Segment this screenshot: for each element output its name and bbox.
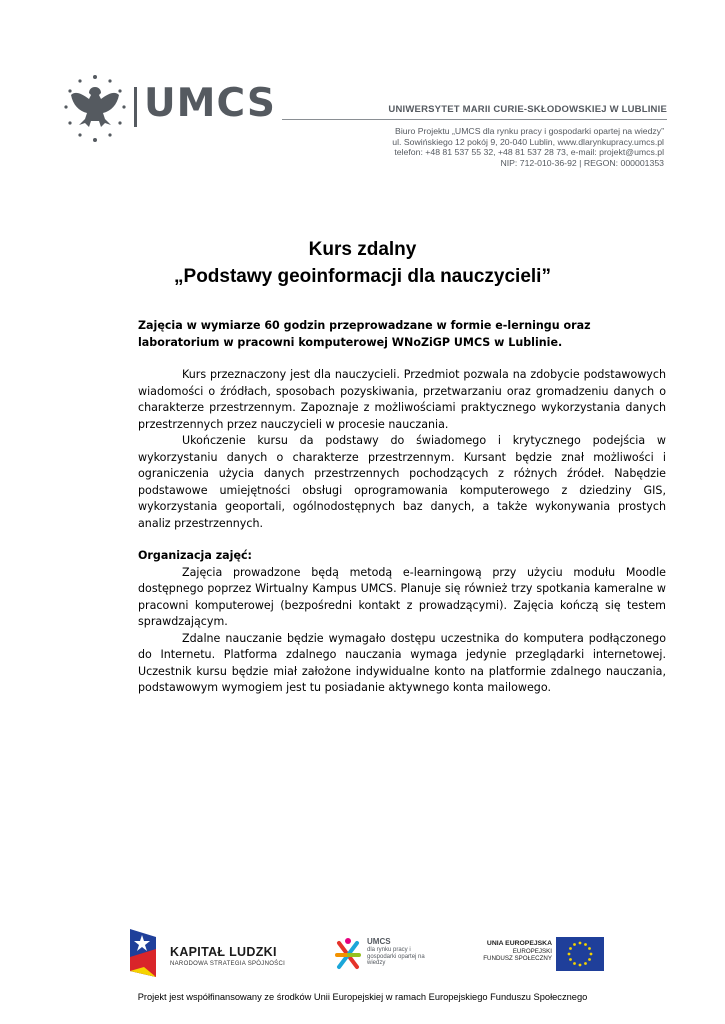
eu-text [478, 940, 552, 963]
document-title [60, 236, 665, 290]
eu-logo [478, 937, 608, 977]
body-paragraph: Zdalne nauczanie będzie wymagało dostępu uczestnika do komputera podłączonego do Internetu. Platforma zdalnego nauczania wymaga jedynie przeglądarki internetowej. Uczestnik kursu będzie miał założone indywidualne konto na platformie zdalnego nauczania, podstawowym wymogiem jest tu posiadanie aktywnego konta mailowego. [138, 631, 666, 694]
title-line-2: „Podstawy geoinformacji dla nauczycieli” [174, 266, 551, 287]
body-paragraph: Ukończenie kursu da podstawy do świadomego i krytycznego podejścia w wykorzystaniu danych o charakterze przestrzennym. Kursant będzie znał możliwości i ograniczenia użycia danych przestrzennych pochodzących z różnych źródeł. Nabędzie podstawowe umiejętności obsługi oprogramowania komputerowego z dziedziny GIS, wykorzystania geoportali, ogólnodostępnych baz danych, a także wykonywania prostych analiz przestrzennych. [138, 434, 666, 530]
umcs-project-subtitle: dla rynku pracy i gospodarki opartej na wiedzy [367, 947, 425, 966]
kl-title: KAPITAŁ LUDZKI [170, 945, 277, 959]
eu-line-3: FUNDUSZ SPOŁECZNY [483, 955, 552, 963]
lead-paragraph: Zajęcia w wymiarze 60 godzin przeprowadzane w formie e-lerningu oraz laboratorium w pracowni komputerowej WNoZiGP UMCS w Lublinie. [138, 319, 591, 349]
office-line: Biuro Projektu „UMCS dla rynku pracy i gospodarki opartej na wiedzy” [395, 126, 664, 136]
office-line: ul. Sowińskiego 12 pokój 9, 20-040 Lublin, www.dlarynkupracy.umcs.pl [392, 136, 664, 147]
office-address [282, 126, 664, 168]
header-rule [282, 119, 667, 120]
university-name: UNIWERSYTET MARII CURIE-SKŁODOWSKIEJ W LUBLINIE [388, 104, 667, 115]
document-body [138, 318, 666, 697]
body-paragraph: Kurs przeznaczony jest dla nauczycieli. Przedmiot pozwala na zdobycie podstawowych wiadomości o źródłach, sposobach pozyskiwania, przetwarzaniu oraz gromadzeniu danych o charakterze przestrzennym. Zapoznaje z możliwościami praktycznego wykorzystania danych przestrzennych przez nauczycieli w procesie nauczania. [138, 368, 666, 431]
kapital-ludzki-logo [126, 927, 296, 979]
logo-wordmark: UMCS [144, 81, 276, 126]
logo-divider [134, 87, 137, 127]
office-line: telefon: +48 81 537 55 32, +48 81 537 28 73, e-mail: projekt@umcs.pl [394, 147, 664, 157]
title-line-1: Kurs zdalny [308, 239, 417, 260]
kapital-ludzki-emblem-icon [126, 927, 162, 979]
umcs-logo [62, 73, 276, 143]
funding-footnote: Projekt jest współfinansowany ze środków Unii Europejskiej w ramach Europejskiego Funduszu Społecznego [137, 992, 588, 1002]
footer-logos [0, 925, 725, 985]
eu-line-2: EUROPEJSKI [512, 947, 552, 955]
eagle-emblem-icon [62, 73, 128, 143]
kl-subtitle: NARODOWA STRATEGIA SPÓJNOŚCI [170, 961, 286, 967]
eu-flag-icon [556, 937, 604, 971]
umcs-project-title: UMCS [367, 937, 391, 946]
office-line: NIP: 712-010-36-92 | REGON: 000001353 [500, 157, 664, 168]
section-heading: Organizacja zajęć: [138, 549, 252, 562]
colorful-figure-icon [333, 937, 363, 973]
body-paragraph: Zajęcia prowadzone będą metodą e-learningową przy użyciu modułu Moodle dostępnego poprzez Wirtualny Kampus UMCS. Planuje się również trzy spotkania kameralne w pracowni komputerowej (bezpośredni kontakt z prowadzącymi). Zajęcia kończą się testem sprawdzającym. [138, 565, 666, 628]
umcs-project-logo [333, 935, 433, 975]
eu-line-1: UNIA EUROPEJSKA [486, 940, 552, 947]
